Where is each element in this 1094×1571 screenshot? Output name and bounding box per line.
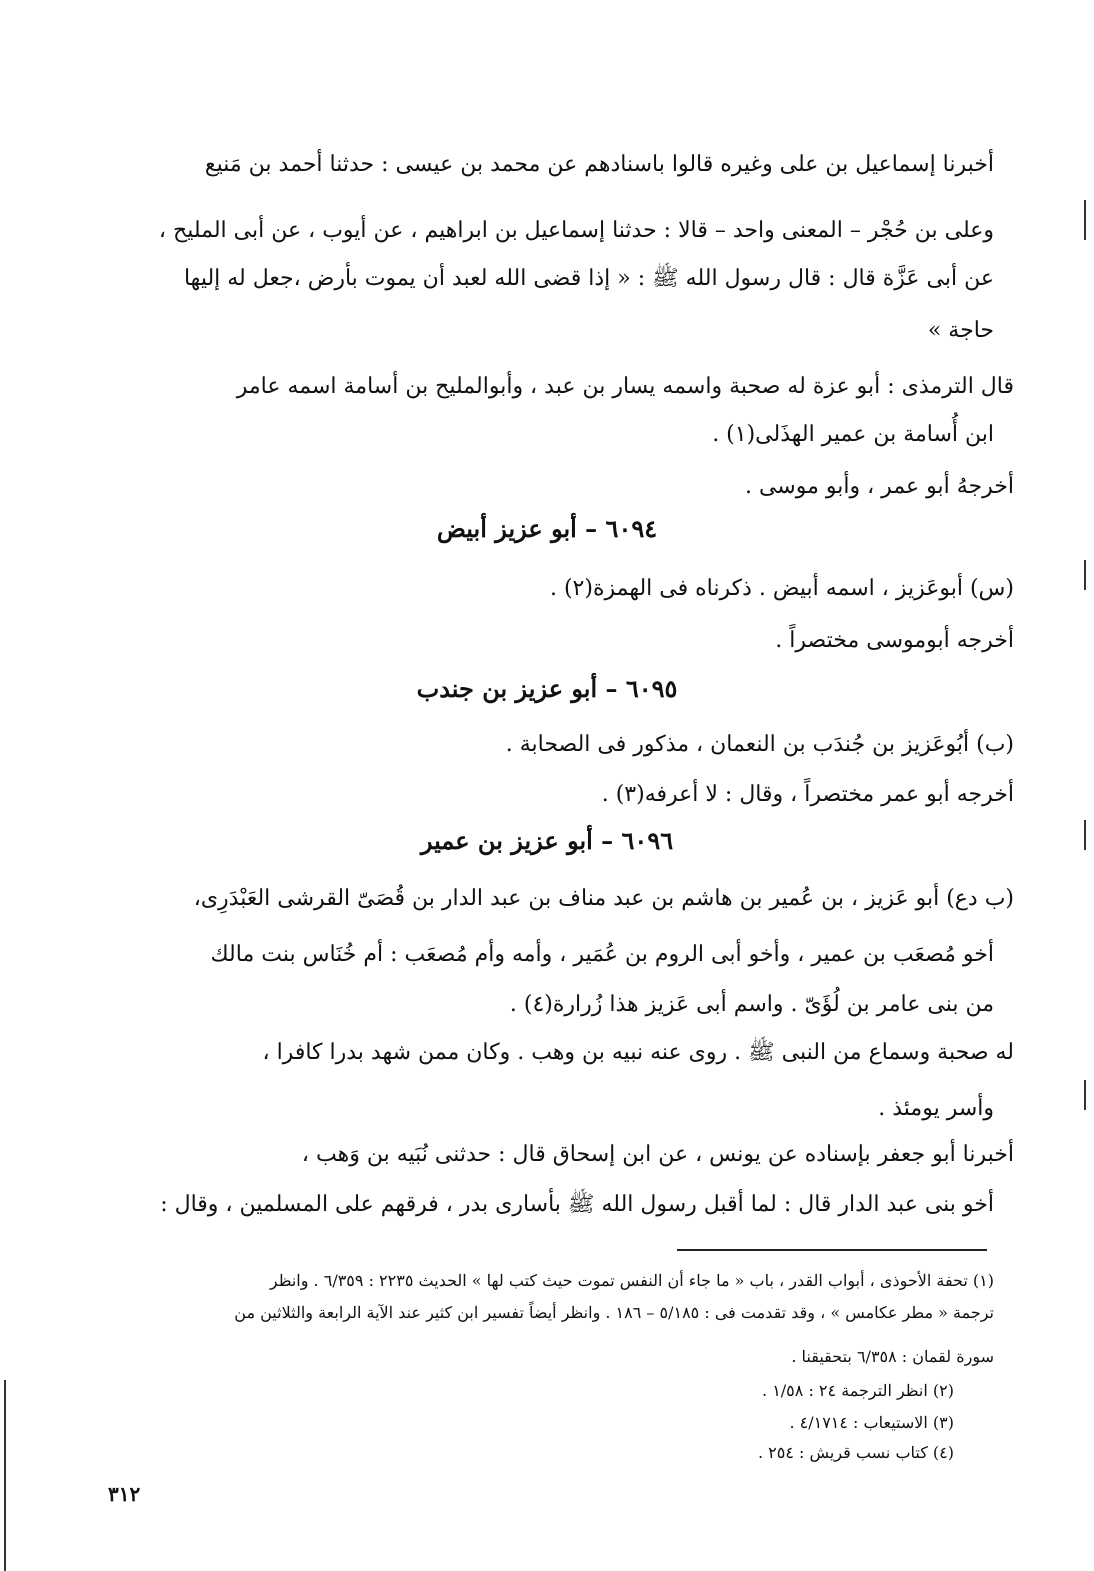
text-line: أخرجه أبو عمر مختصراً ، وقال : لا أعرفه(٣) .	[601, 782, 1014, 807]
text-line: (س) أبوعَزيز ، اسمه أبيض . ذكرناه فى الهمزة(٢) .	[549, 576, 1014, 601]
footnote-line: (٢) انظر الترجمة ٢٤ : ١/٥٨ .	[762, 1381, 954, 1400]
footnote-line: (١) تحفة الأحوذى ، أبواب القدر ، باب « ما جاء أن النفس تموت حيث كتب لها » الحديث ٢٢٣٥ : ٦/٣٥٩ . وانظر	[269, 1271, 994, 1290]
footnote-separator	[677, 1249, 987, 1251]
text-line: (ب دع) أبو عَزيز ، بن عُمير بن هاشم بن عبد مناف بن عبد الدار بن قُصَىّ القرشى العَبْدَرِى،	[193, 886, 1014, 911]
entry-6096-text	[94, 0, 1014, 1240]
text-line: أخو مُصعَب بن عمير ، وأخو أبى الروم بن عُمَير ، وأمه وأم مُصعَب : أم خُنَاس بنت مالك	[210, 942, 994, 967]
text-line: له صحبة وسماع من النبى ﷺ . روى عنه نبيه بن وهب . وكان ممن شهد بدرا كافرا ،	[262, 1040, 1014, 1065]
entry-heading: ٦٠٩٦ – أبو عزيز بن عمير	[420, 826, 674, 855]
text-line: أخبرنا أبو جعفر بإسناده عن يونس ، عن ابن إسحاق قال : حدثنى نُبَيه بن وَهب ،	[301, 1142, 1014, 1167]
text-line: أخبرنا إسماعيل بن على وغيره قالوا باسنادهم عن محمد بن عيسى : حدثنا أحمد بن مَنيع	[204, 152, 994, 177]
text-line: حاجة »	[927, 318, 994, 343]
footnote-line: (٣) الاستيعاب : ٤/١٧١٤ .	[789, 1413, 954, 1432]
scan-edge-mark	[1084, 1080, 1086, 1110]
scan-edge-mark	[1084, 560, 1086, 590]
text-line: من بنى عامر بن لُؤَىّ . واسم أبى عَزيز هذا زُرارة(٤) .	[509, 992, 994, 1017]
entry-heading: ٦٠٩٤ – أبو عزيز أبيض	[436, 514, 658, 543]
text-line: ابن أُسامة بن عمير الهذَلى(١) .	[712, 422, 994, 447]
text-line: (ب) أبُوعَزيز بن جُندَب بن النعمان ، مذكور فى الصحابة .	[505, 732, 1014, 757]
text-line: أخو بنى عبد الدار قال : لما أقبل رسول الله ﷺ بأسارى بدر ، فرقهم على المسلمين ، وقال :	[160, 1192, 994, 1217]
scan-edge-mark	[1084, 820, 1086, 850]
scan-edge-mark	[1084, 200, 1086, 240]
page-number: ٣١٢	[108, 1482, 141, 1506]
text-line: أخرجه أبوموسى مختصراً .	[775, 628, 1014, 653]
footnote-line: سورة لقمان : ٦/٣٥٨ بتحقيقنا .	[791, 1347, 994, 1366]
text-line: وأسر يومئذ .	[878, 1096, 994, 1121]
text-line: عن أبى عَزَّة قال : قال رسول الله ﷺ : « إذا قضى الله لعبد أن يموت بأرض ،جعل له إليها	[183, 266, 994, 291]
text-line: قال الترمذى : أبو عزة له صحبة واسمه يسار بن عبد ، وأبوالمليح بن أسامة اسمه عامر	[236, 374, 1014, 399]
footnote-line: (٤) كتاب نسب قريش : ٢٥٤ .	[757, 1443, 954, 1462]
scan-edge-mark	[4, 1380, 6, 1571]
entry-heading: ٦٠٩٥ – أبو عزيز بن جندب	[416, 674, 678, 703]
text-line: أخرجهُ أبو عمر ، وأبو موسى .	[744, 474, 1014, 499]
footnote-line: ترجمة « مطر عكامس » ، وقد تقدمت فى : ٥/١٨٥ – ١٨٦ . وانظر أيضاً تفسير ابن كثير عند الآية الرابعة والثلاثين من	[234, 1303, 994, 1322]
text-line: وعلى بن حُجْر – المعنى واحد – قالا : حدثنا إسماعيل بن ابراهيم ، عن أيوب ، عن أبى المليح ،	[158, 218, 994, 243]
